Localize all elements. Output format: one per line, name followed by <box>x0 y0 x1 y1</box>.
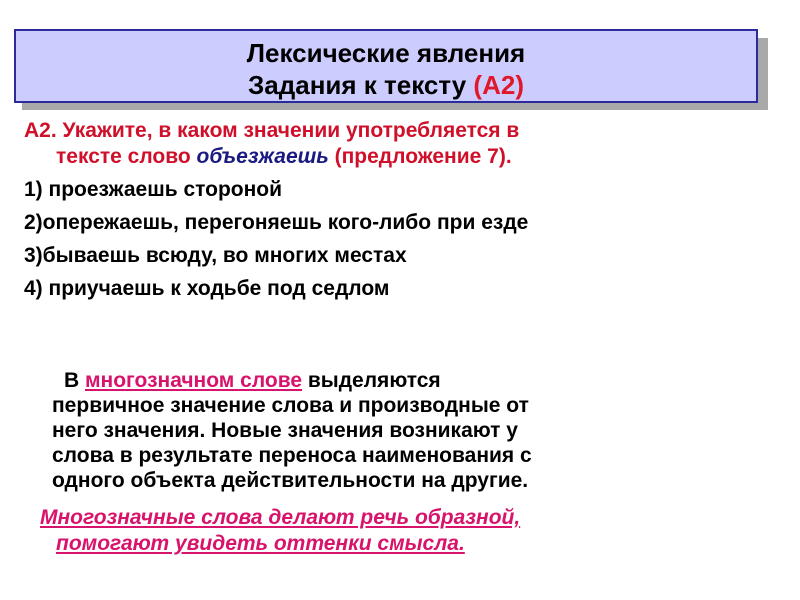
conclusion <box>40 505 760 557</box>
polysemous-word-link[interactable]: многозначном слове <box>85 369 303 392</box>
answer-option-4[interactable]: 4) приучаешь к ходьбе под седлом <box>24 277 390 300</box>
explanation-line-1 <box>52 368 772 393</box>
title-line-2 <box>16 69 756 101</box>
question-prefix: тексте слово <box>56 145 197 168</box>
conclusion-line-2: помогают увидеть оттенки смысла. <box>56 532 465 555</box>
conclusion-line-1: Многозначные слова делают речь образной, <box>40 506 521 529</box>
answer-option-1[interactable]: 1) проезжаешь стороной <box>24 178 283 201</box>
explanation-line-1-rest: выделяются <box>302 369 441 392</box>
task-code: (А2) <box>473 70 524 100</box>
task-question-line-1: А2. Укажите, в каком значении употребляется в <box>24 119 520 142</box>
question-suffix: (предложение 7). <box>328 145 512 168</box>
answer-option-2[interactable]: 2)опережаешь, перегоняешь кого-либо при езде <box>24 211 529 234</box>
target-word: объезжаешь <box>196 145 329 168</box>
explanation-line-4: слова в результате переноса наименования с <box>52 444 532 467</box>
title-line-2-text: Задания к тексту <box>248 70 474 100</box>
explanation-line-3: него значения. Новые значения возникают у <box>52 419 518 442</box>
title-line-1: Лексические явления <box>246 38 526 68</box>
task-question-line-2 <box>24 144 774 170</box>
task-block <box>24 118 774 302</box>
slide-title <box>14 29 758 103</box>
explanation-start: В <box>64 369 85 392</box>
answer-option-3[interactable]: 3)бываешь всюду, во многих местах <box>24 244 407 267</box>
explanation-line-5: одного объекта действительности на другие. <box>52 469 529 492</box>
explanation-paragraph <box>52 368 772 493</box>
explanation-line-2: первичное значение слова и производные от <box>52 394 529 417</box>
